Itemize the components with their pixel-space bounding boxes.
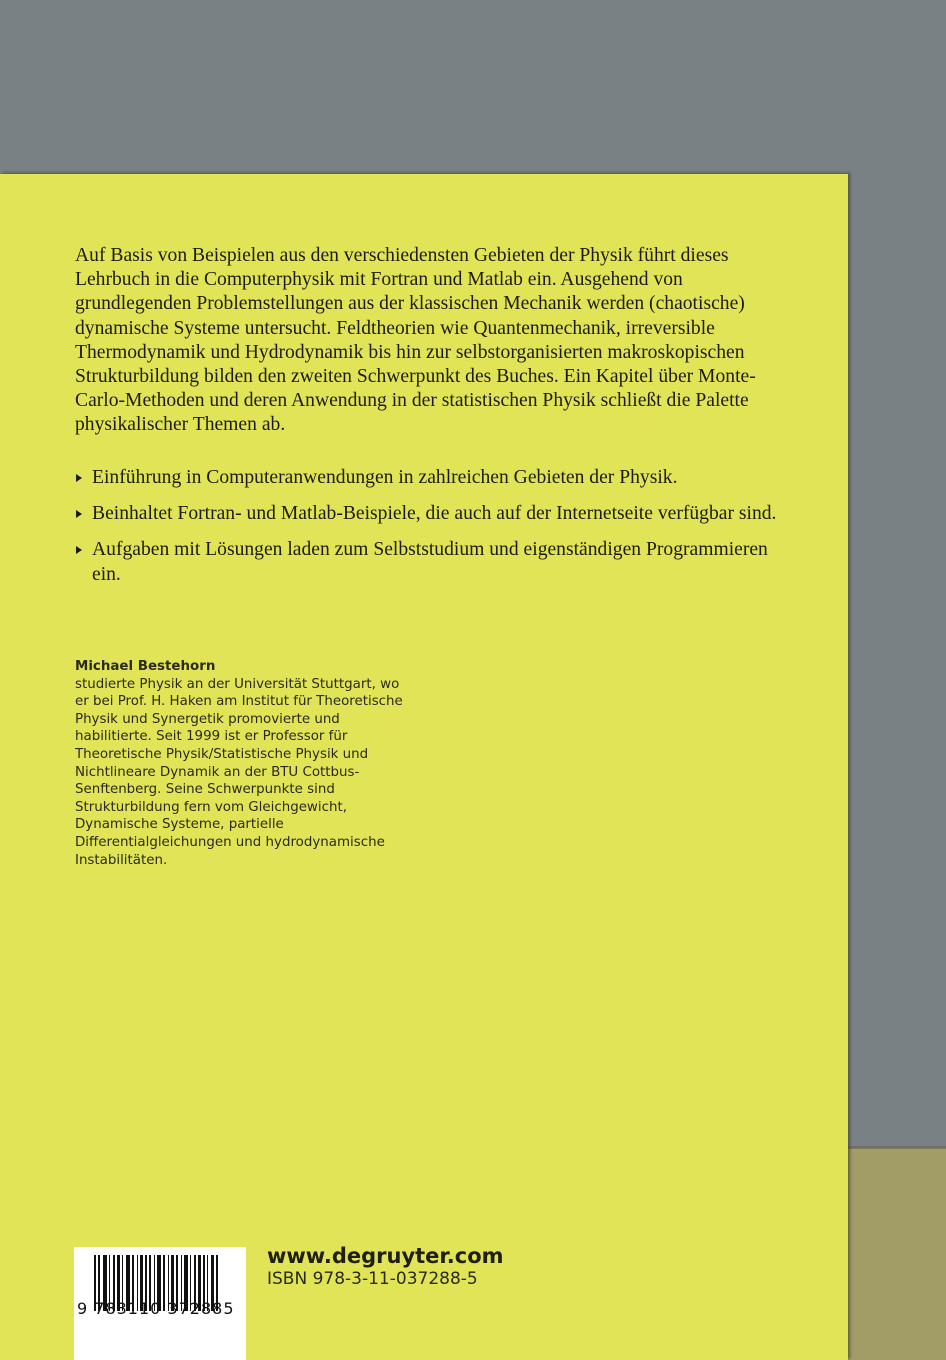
- author-name: Michael Bestehorn: [75, 659, 216, 674]
- triangle-bullet-icon: [76, 510, 82, 518]
- isbn-barcode: [74, 1247, 246, 1360]
- corner-olive-block: [848, 1148, 946, 1360]
- feature-item: [75, 502, 795, 526]
- author-bio: studierte Physik an der Universität Stuttgart, wo er bei Prof. H. Haken am Institut für Theoretische Physik und Synergetik promovierte und habilitierte. Seit 1999 ist er Professor für Theoretische Physik/Statistische Physik und Nichtlineare Dynamik an der BTU Cottbus-Senftenberg. Seine Schwerpunkte sind Strukturbildung fern vom Gleichgewicht, Dynamische Systeme, partielle Differentialgleichungen und hydrodynamische Instabilitäten.: [75, 676, 403, 868]
- triangle-bullet-icon: [76, 474, 82, 482]
- feature-list: [75, 466, 795, 599]
- feature-text: Einführung in Computeranwendungen in zahlreichen Gebieten der Physik.: [92, 467, 678, 488]
- book-blurb: Auf Basis von Beispielen aus den verschiedensten Gebieten der Physik führt dieses Lehrbuch in die Computerphysik mit Fortran und Matlab ein. Ausgehend von grundlegenden Problemstellungen aus der klassischen Mechanik werden (chaotische) dynamische Systeme untersucht. Feldtheorien wie Quantenmechanik, irreversible Thermodynamik und Hydrodynamik bis hin zur selbstorganisierten makroskopischen Strukturbildung bilden den zweiten Schwerpunkt des Buches. Ein Kapitel über Monte-Carlo-Methoden und deren Anwendung in der statistischen Physik schließt die Palette physikalischer Themen ab.: [75, 245, 756, 436]
- feature-item: [75, 538, 795, 586]
- author-bio-section: [75, 658, 415, 869]
- feature-text: Aufgaben mit Lösungen laden zum Selbststudium und eigenständigen Programmieren ein.: [92, 539, 768, 585]
- barcode-number: 9 783110 372885: [77, 1299, 235, 1318]
- isbn-text: ISBN 978-3-11-037288-5: [267, 1269, 478, 1289]
- feature-text: Beinhaltet Fortran- und Matlab-Beispiele, die auch auf der Internetseite verfügbar sind.: [92, 503, 777, 525]
- olive-block-edge: [848, 1146, 946, 1149]
- triangle-bullet-icon: [76, 546, 82, 554]
- publisher-url[interactable]: www.degruyter.com: [267, 1244, 504, 1268]
- feature-item: [75, 466, 795, 490]
